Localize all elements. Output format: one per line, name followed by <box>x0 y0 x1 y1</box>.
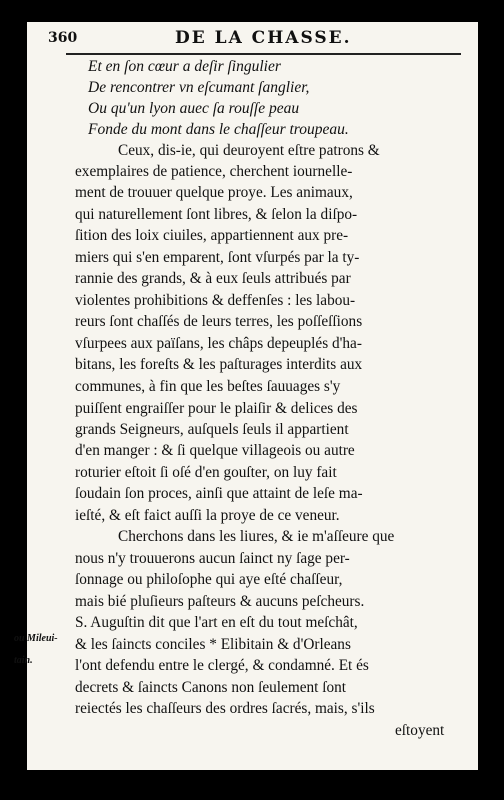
body-line: mais bié pluſieurs paſteurs & aucuns peſcheurs. <box>75 593 365 610</box>
body-line: Cherchons dans les liures, & ie m'aſſeure que <box>118 528 395 545</box>
verse-line: Ou qu'un lyon auec ſa rouſſe peau <box>88 100 300 117</box>
body-line: reurs ſont chaſſés de leurs terres, les poſſeſſions <box>75 313 363 330</box>
margin-note-line: tain. <box>14 655 33 666</box>
body-line: puiſſent engraiſſer pour le plaiſir & delices des <box>75 400 358 417</box>
body-line: reiectés les chaſſeurs des ordres ſacrés, mais, s'ils <box>75 700 375 717</box>
body-line: Ceux, dis-ie, qui deuroyent eſtre patrons & <box>118 142 380 159</box>
body-line: exemplaires de patience, cherchent iournelle- <box>75 163 353 180</box>
header-rule <box>66 53 461 55</box>
body-line: decrets & ſaincts Canons non ſeulement ſont <box>75 679 347 696</box>
body-line: roturier eſtoit ſi oſé d'en gouſter, on luy fait <box>75 464 337 481</box>
body-line: ſition des loix ciuiles, appartiennent aux pre- <box>75 227 349 244</box>
body-line: d'en manger : & ſi quelque villageois ou autre <box>75 442 355 459</box>
body-line: l'ont defendu entre le clergé, & condamné. Et és <box>75 657 369 674</box>
margin-note-line: ou Mileui- <box>14 633 58 644</box>
scan-border-right <box>478 0 504 800</box>
body-line: ſoudain ſon proces, ainſi que attaint de leſe ma- <box>75 485 363 502</box>
body-line: qui naturellement ſont libres, & ſelon la diſpo- <box>75 206 358 223</box>
body-line: rannie des grands, & à eux ſeuls attribués par <box>75 270 351 287</box>
scan-border-top <box>0 0 504 22</box>
body-line: nous n'y trouuerons aucun ſainct ny ſage per- <box>75 550 350 567</box>
scan-border-bottom <box>0 770 504 800</box>
body-line: ſonnage ou philoſophe qui aye eſté chaſſeur, <box>75 571 343 588</box>
verse-line: De rencontrer vn eſcumant ſanglier, <box>88 79 310 96</box>
body-line: communes, à fin que les beſtes ſauuages s'y <box>75 378 341 395</box>
page-number: 360 <box>48 30 78 46</box>
body-line: grands Seigneurs, auſquels ſeuls il appartient <box>75 421 349 438</box>
body-line: ment de trouuer quelque proye. Les animaux, <box>75 184 353 201</box>
body-line: & les ſaincts conciles * Elibitain & d'Orleans <box>75 636 351 653</box>
verse-line: Et en ſon cœur a deſir ſingulier <box>88 58 281 75</box>
body-line: violentes prohibitions & deffenſes : les labou- <box>75 292 356 309</box>
body-line: S. Auguſtin dit que l'art en eſt du tout meſchât, <box>75 614 358 631</box>
body-line: ieſté, & eſt faict auſſi la proye de ce veneur. <box>75 507 340 524</box>
body-line: vſurpees aux païſans, les châps depeuplés d'ha- <box>75 335 362 352</box>
running-title: DE LA CHASSE. <box>175 28 352 48</box>
verse-line: Fonde du mont dans le chaſſeur troupeau. <box>88 121 349 138</box>
scan-border-left <box>0 0 27 800</box>
body-line: miers qui s'en emparent, ſont vſurpés par la ty- <box>75 249 360 266</box>
body-line-catchword: eſtoyent <box>395 722 445 739</box>
body-line: bitans, les foreſts & les paſturages interdits aux <box>75 356 363 373</box>
